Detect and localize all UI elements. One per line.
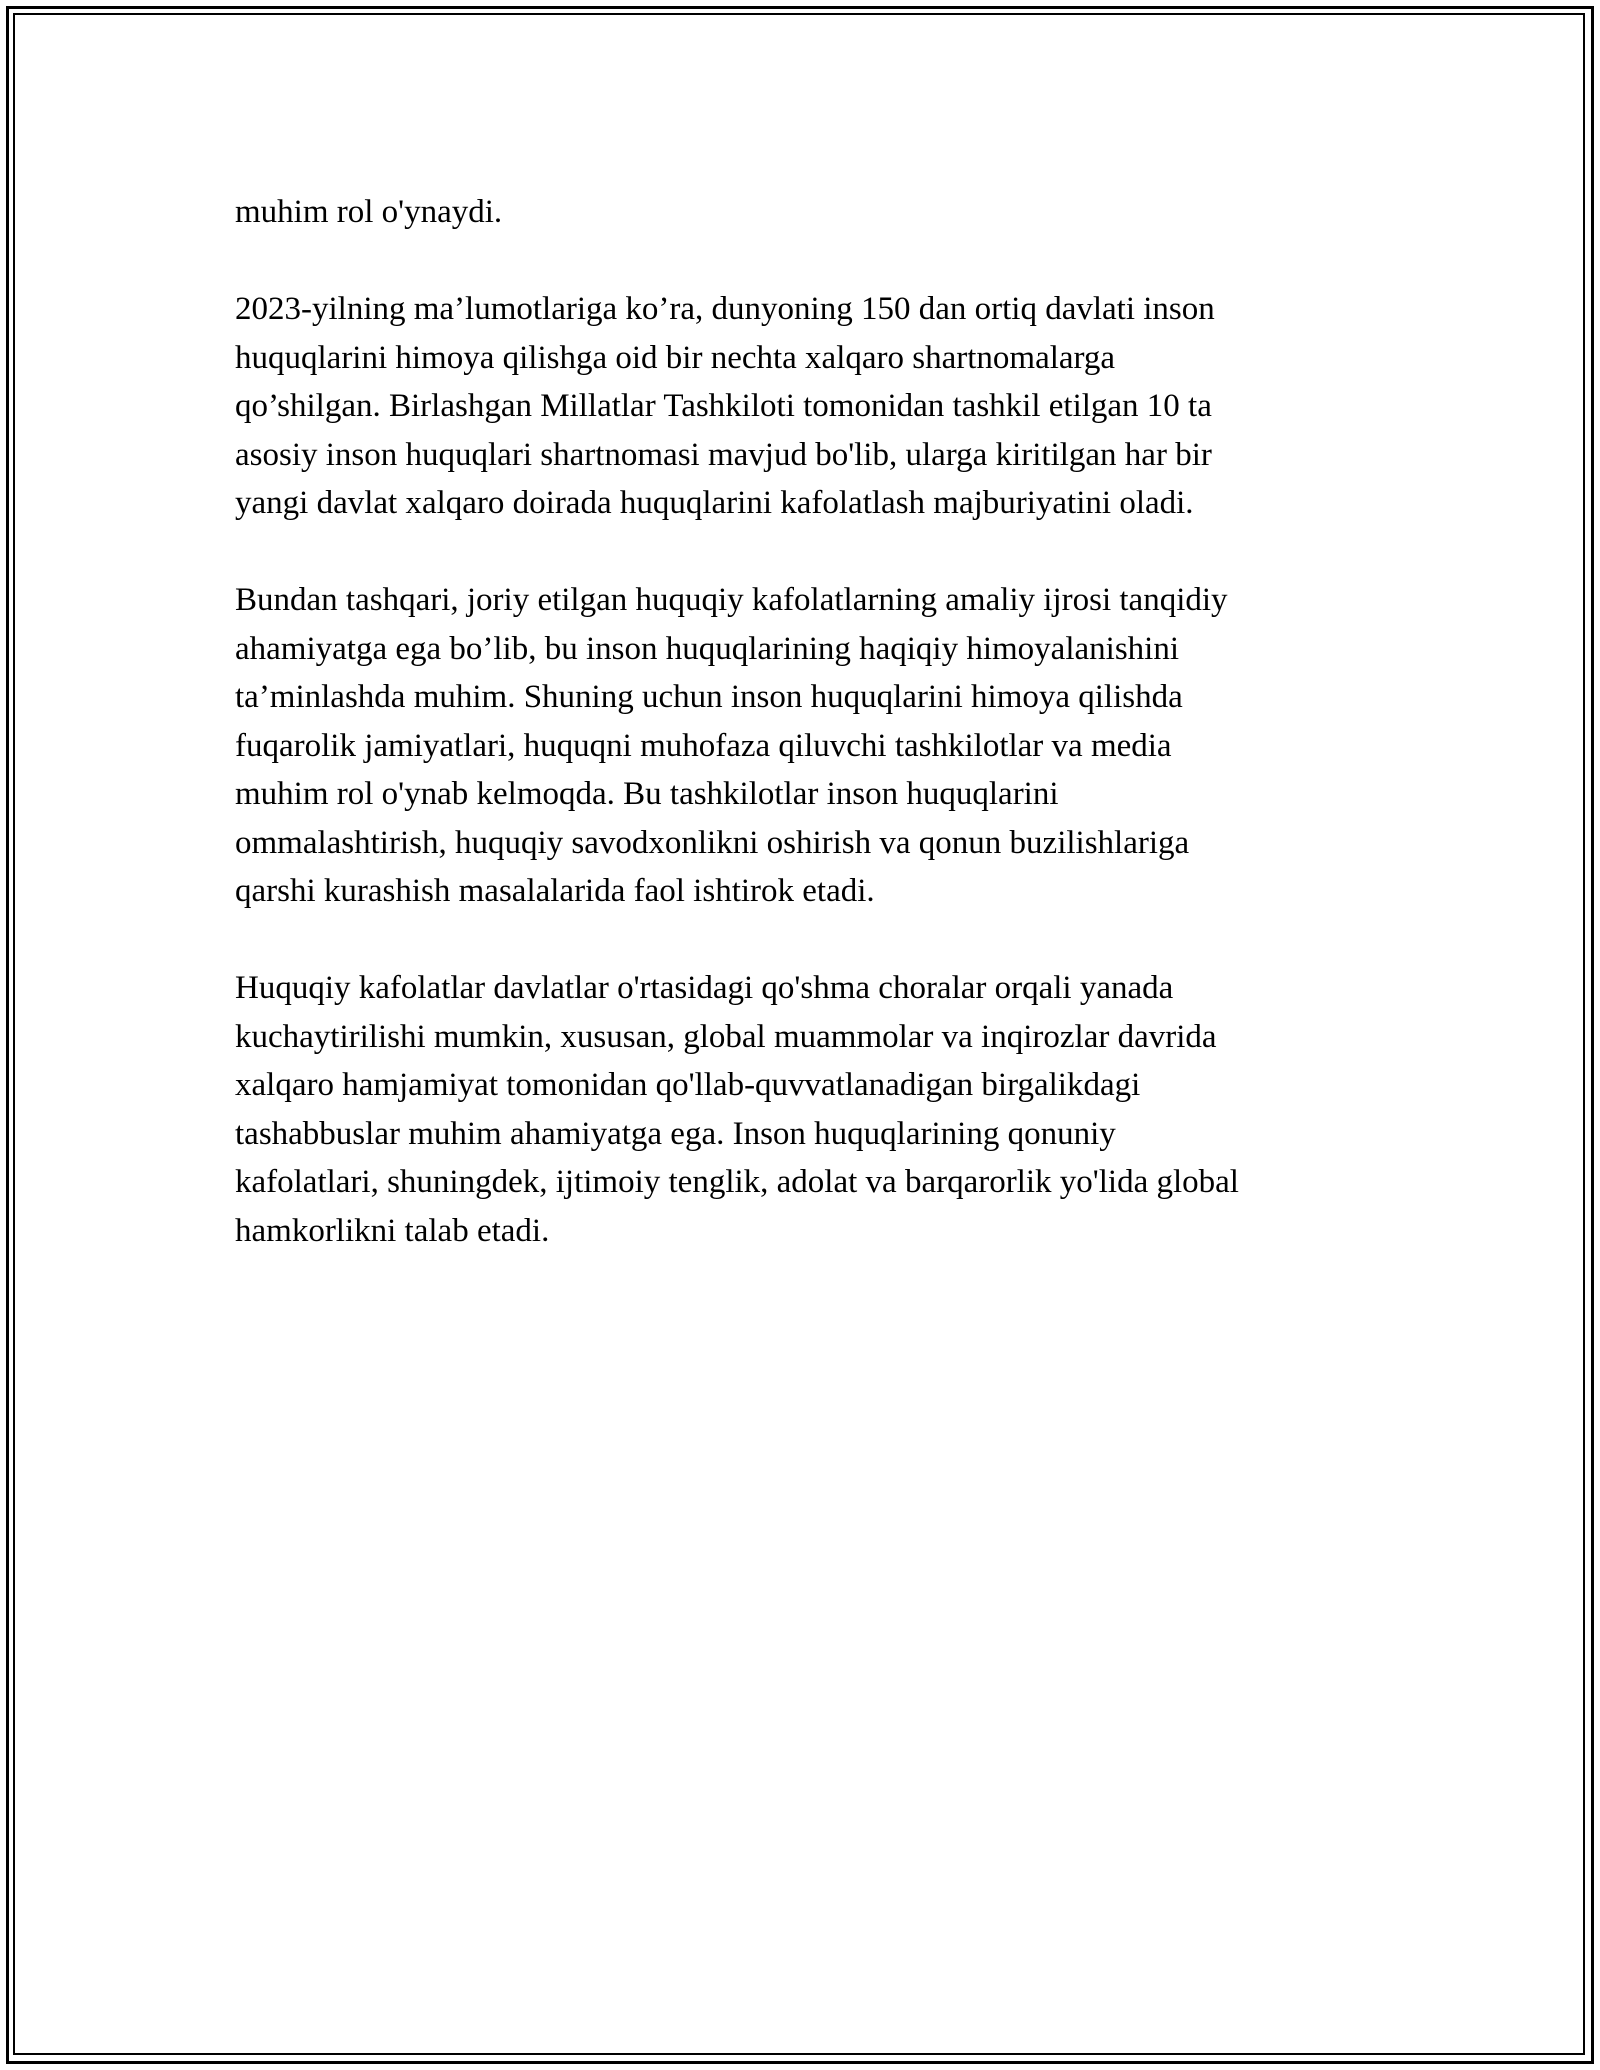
document-body [235,188,1375,1304]
text-line: muhim rol o'ynab kelmoqda. Bu tashkilotlar inson huquqlarini [235,776,1059,812]
paragraph-4 [235,964,1375,1255]
text-line: xalqaro hamjamiyat tomonidan qo'llab-quvvatlanadigan birgalikdagi [235,1067,1141,1103]
paragraph-1 [235,188,1375,237]
text-line: Huquqiy kafolatlar davlatlar o'rtasidagi qo'shma choralar orqali yanada [235,970,1174,1006]
text-line: kuchaytirilishi mumkin, xususan, global muammolar va inqirozlar davrida [235,1018,1217,1055]
text-line: huquqlarini himoya qilishga oid bir nechta xalqaro shartnomalarga [235,339,1116,376]
text-line: yangi davlat xalqaro doirada huquqlarini kafolatlash majburiyatini oladi. [235,485,1194,521]
text-line: ahamiyatga ega bo’lib, bu inson huquqlarining haqiqiy himoyalanishini [235,630,1179,667]
text-line: muhim rol o'ynaydi. [235,194,503,230]
text-line: kafolatlari, shuningdek, ijtimoiy tenglik, adolat va barqarorlik yo'lida global [235,1164,1239,1200]
paragraph-3 [235,576,1375,916]
text-line: qarshi kurashish masalalarida faol ishtirok etadi. [235,873,875,909]
paragraph-2 [235,285,1375,528]
text-line: Bundan tashqari, joriy etilgan huquqiy kafolatlarning amaliy ijrosi tanqidiy [235,582,1228,618]
text-line: asosiy inson huquqlari shartnomasi mavjud bo'lib, ularga kiritilgan har bir [235,436,1212,473]
text-line: fuqarolik jamiyatlari, huquqni muhofaza qiluvchi tashkilotlar va media [235,727,1172,764]
text-line: 2023-yilning ma’lumotlariga ko’ra, dunyoning 150 dan ortiq davlati inson [235,291,1215,327]
text-line: tashabbuslar muhim ahamiyatga ega. Inson huquqlarining qonuniy [235,1115,1116,1152]
text-line: ommalashtirish, huquqiy savodxonlikni oshirish va qonun buzilishlariga [235,824,1190,861]
text-line: qo’shilgan. Birlashgan Millatlar Tashkiloti tomonidan tashkil etilgan 10 ta [235,388,1212,424]
text-line: hamkorlikni talab etadi. [235,1212,550,1249]
text-line: ta’minlashda muhim. Shuning uchun inson huquqlarini himoya qilishda [235,679,1183,715]
